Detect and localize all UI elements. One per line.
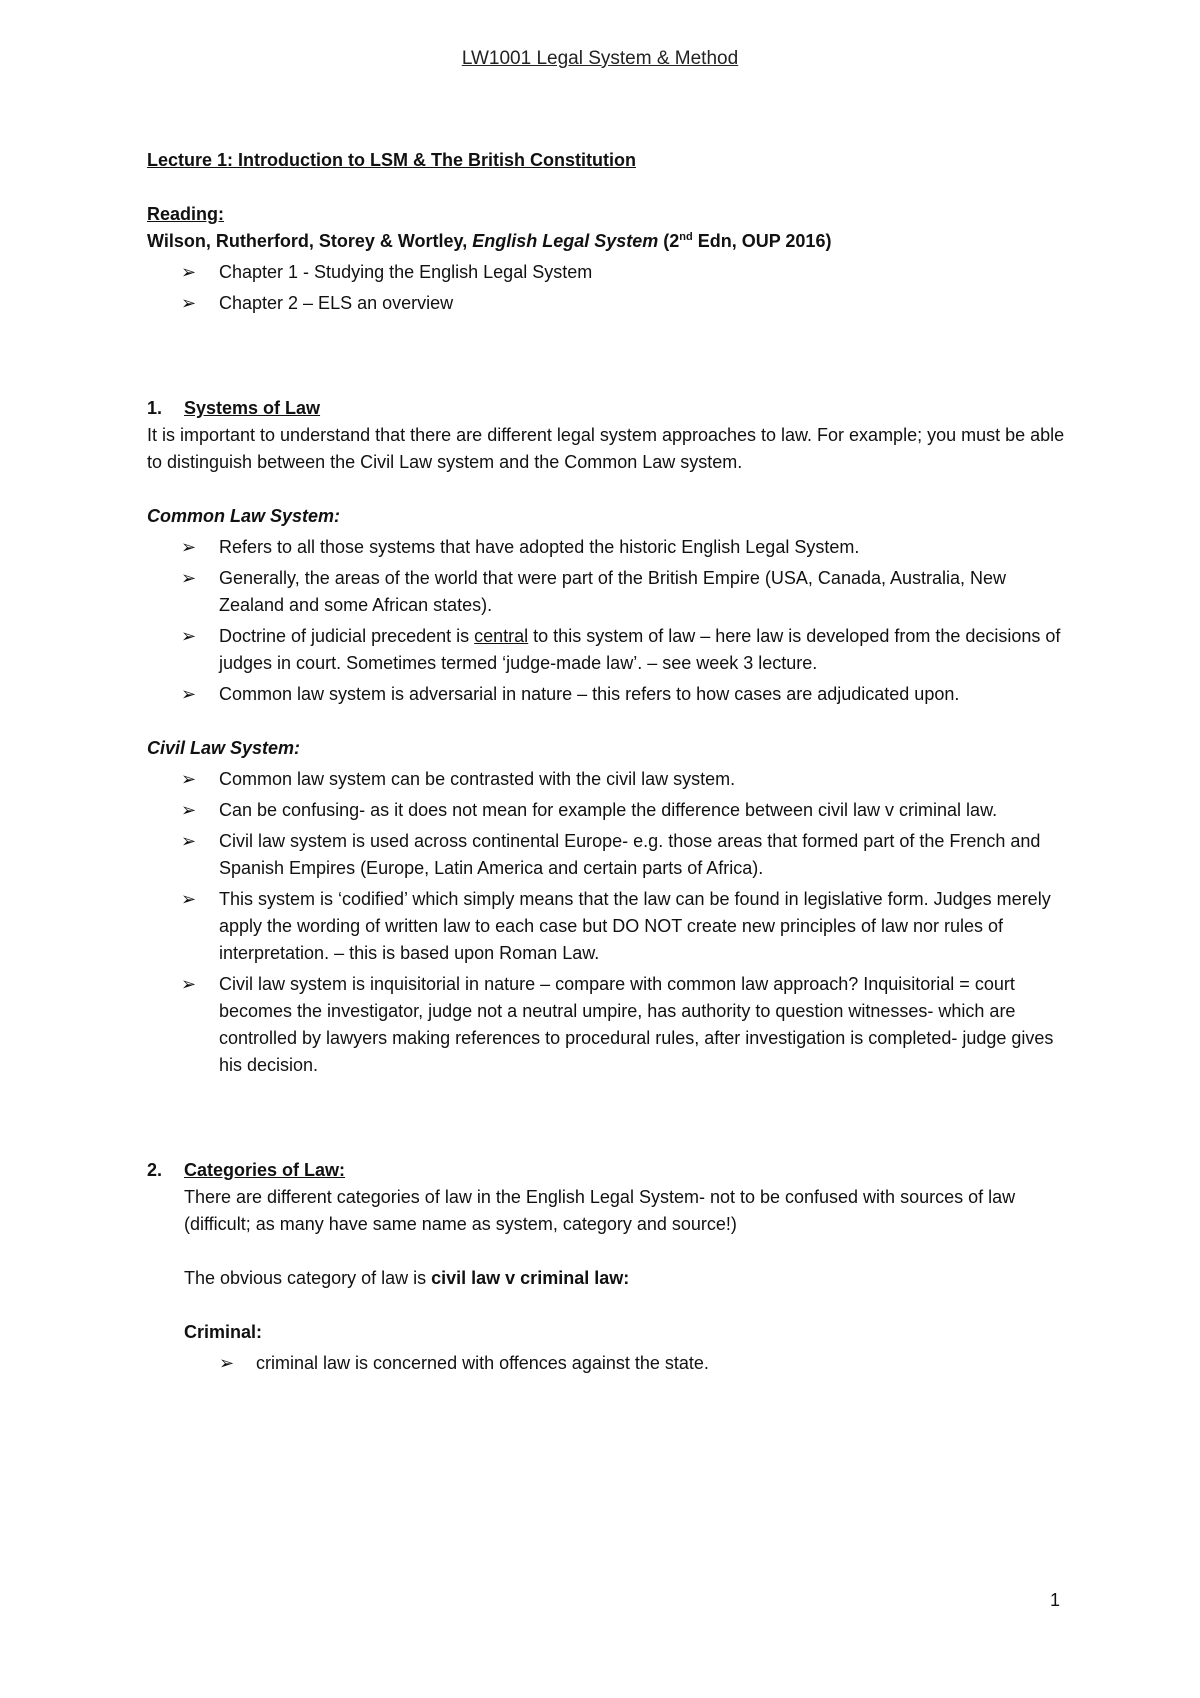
lecture-title: Lecture 1: Introduction to LSM & The British Constitution [147,150,636,170]
arrow-bullet-icon: ➢ [181,262,197,282]
criminal-list [147,1350,1067,1377]
list-item-text: Chapter 1 - Studying the English Legal System [219,262,593,282]
list-item [147,828,1067,882]
section-1-intro: It is important to understand that there are different legal system approaches to law. For example; you must be able to distinguish between the Civil Law system and the Common Law system. [147,425,1065,472]
common-law-heading: Common Law System: [147,506,341,526]
list-item [147,681,1067,708]
obvious-category-line [147,1265,1067,1292]
arrow-bullet-icon: ➢ [181,974,197,994]
list-item-text: Civil law system is inquisitorial in nature – compare with common law approach? Inquisitorial = court becomes the investigator, judge not a neutral umpire, has authority to question witnesses- which are controlled by lawyers making references to procedural rules, after investigation is completed- judge gives his decision. [219,974,1054,1075]
civil-law-list [147,766,1067,1079]
document-body [147,147,1067,1377]
list-item-text: Generally, the areas of the world that were part of the British Empire (USA, Canada, Australia, New Zealand and some African states). [219,568,1007,615]
list-item-text: This system is ‘codified’ which simply means that the law can be found in legislative form. Judges merely apply the wording of written law to each case but DO NOT create new principles of law nor rules of interpretation. – this is based upon Roman Law. [219,889,1051,963]
list-item [147,886,1067,967]
section-title: Systems of Law [184,398,321,418]
arrow-bullet-icon: ➢ [181,800,197,820]
citation-title: English Legal System [472,231,659,251]
list-item [147,565,1067,619]
arrow-bullet-icon: ➢ [181,889,197,909]
reading-list [147,259,1067,317]
list-item [147,797,1067,824]
list-item-text: Chapter 2 – ELS an overview [219,293,454,313]
emphasis-text: central [474,626,529,646]
list-item-text: Can be confusing- as it does not mean for example the difference between civil law v criminal law. [219,800,998,820]
page-number: 1 [1049,1590,1060,1610]
arrow-bullet-icon: ➢ [181,537,197,557]
list-item [147,766,1067,793]
citation-edition-sup: nd [679,231,693,243]
list-item-text: criminal law is concerned with offences against the state. [256,1353,709,1373]
list-item-text: Common law system can be contrasted with the civil law system. [219,769,736,789]
list-item [147,290,1067,317]
list-item-text: Refers to all those systems that have adopted the historic English Legal System. [219,537,860,557]
list-item-text: Common law system is adversarial in nature – this refers to how cases are adjudicated upon. [219,684,960,704]
list-item [147,534,1067,561]
section-title: Categories of Law: [184,1160,346,1180]
arrow-bullet-icon: ➢ [219,1353,235,1373]
list-item [147,259,1067,286]
common-law-list [147,534,1067,708]
section-2-intro: There are different categories of law in the English Legal System- not to be confused with sources of law (difficult; as many have same name as system, category and source!) [184,1187,1016,1234]
section-number: 2. [147,1160,163,1180]
section-2-heading [147,1157,1067,1184]
list-item-text: Civil law system is used across continental Europe- e.g. those areas that formed part of the French and Spanish Empires (Europe, Latin America and certain parts of Africa). [219,831,1041,878]
arrow-bullet-icon: ➢ [181,293,197,313]
citation-authors: Wilson, Rutherford, Storey & Wortley, [147,231,473,251]
list-item-text: Doctrine of judicial precedent is [219,626,475,646]
section-number: 1. [147,398,163,418]
arrow-bullet-icon: ➢ [181,568,197,588]
citation-edition-pre: (2 [658,231,680,251]
obvious-category-emphasis: civil law v criminal law: [431,1268,630,1288]
civil-law-heading: Civil Law System: [147,738,301,758]
reading-citation [147,228,1067,255]
arrow-bullet-icon: ➢ [181,626,197,646]
list-item [147,1350,1067,1377]
running-header: LW1001 Legal System & Method [461,48,739,69]
list-item [147,623,1067,677]
arrow-bullet-icon: ➢ [181,831,197,851]
criminal-heading: Criminal: [184,1322,263,1342]
arrow-bullet-icon: ➢ [181,684,197,704]
list-item-text: to this system of law – here law is developed from the decisions of judges in court. Sometimes termed ‘judge-made law’. – see week 3 lecture. [219,626,1061,673]
obvious-category-text: The obvious category of law is [184,1268,432,1288]
citation-edition-post: Edn, OUP 2016) [692,231,832,251]
section-1-heading [147,395,1067,422]
reading-label: Reading: [147,204,225,224]
list-item [147,971,1067,1079]
arrow-bullet-icon: ➢ [181,769,197,789]
